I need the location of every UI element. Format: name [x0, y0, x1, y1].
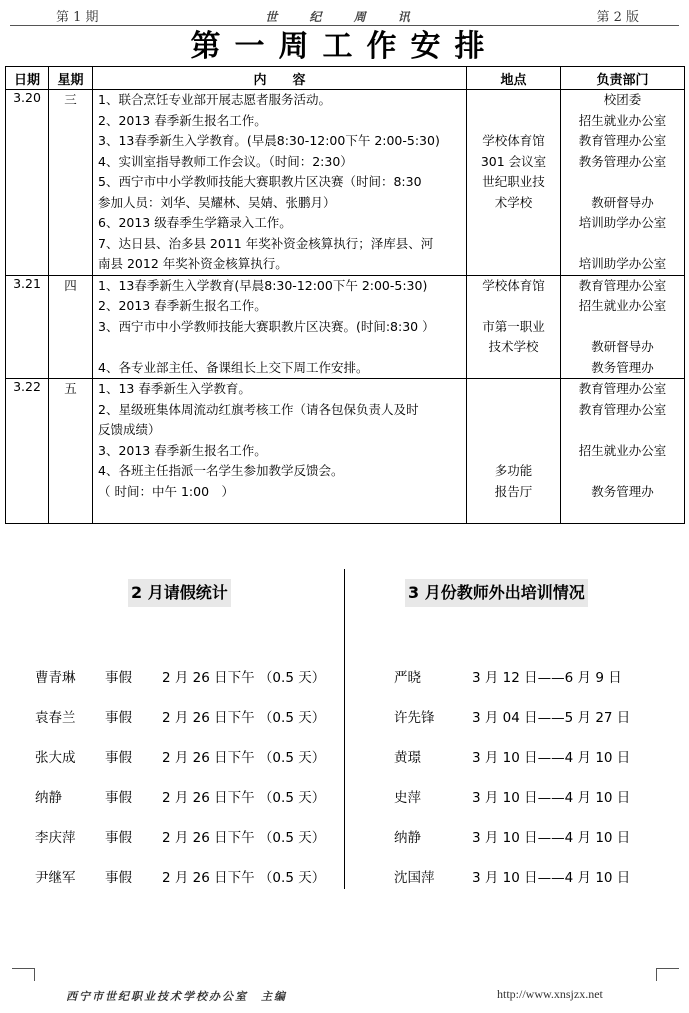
footer-office: 西宁市世纪职业技术学校办公室 主编 [66, 990, 287, 1003]
leave-name: 纳静 [35, 790, 62, 806]
dept-line [561, 461, 684, 482]
leave-type: 事假 [105, 750, 132, 766]
dept-line: 教育管理办公室 [578, 401, 667, 417]
table-row [6, 275, 685, 379]
dept-line: 教研督导办 [591, 194, 654, 210]
content-line: 反馈成绩） [98, 422, 161, 437]
place-line: 报告厅 [494, 483, 533, 499]
place-line: 世纪职业技 [482, 174, 545, 189]
dept-line: 教务管理办 [591, 359, 654, 375]
header-rule [10, 25, 679, 26]
leave-type: 事假 [105, 670, 132, 686]
content-line: 6、2013 级春季生学籍录入工作。 [98, 215, 292, 230]
content-line: 2、星级班集体周流动红旗考核工作（请各包保负责人及时 [98, 401, 419, 417]
content-line: 4、各专业部主任、备课组长上交下周工作安排。 [98, 359, 369, 375]
footer-corner-right [656, 968, 679, 981]
row-date: 3.22 [6, 379, 49, 524]
row-date: 3.20 [6, 90, 49, 276]
dept-line [561, 234, 684, 255]
leave-name: 袁春兰 [35, 710, 76, 726]
content-line: 4、各班主任指派一名学生参加教学反馈会。 [98, 463, 344, 478]
table-row [6, 379, 685, 524]
place-line [467, 234, 560, 255]
training-period: 3 月 10 日——4 月 10 日 [472, 830, 631, 846]
dept-line: 教务管理办 [591, 483, 654, 499]
row-place [467, 379, 561, 524]
row-content [93, 275, 467, 379]
place-line [467, 441, 560, 462]
edition-number: 第 2 版 [596, 10, 639, 25]
row-date: 3.21 [6, 275, 49, 379]
place-line [467, 90, 560, 111]
dept-line: 招生就业办公室 [578, 112, 667, 128]
training-period: 3 月 10 日——4 月 10 日 [472, 790, 631, 806]
leave-name: 尹继军 [35, 870, 76, 886]
place-line [467, 213, 560, 234]
dept-line: 招生就业办公室 [578, 442, 667, 458]
schedule-table [5, 66, 685, 524]
row-dept [561, 275, 685, 379]
training-title: 3 月份教师外出培训情况 [405, 579, 588, 607]
training-name: 纳静 [394, 830, 421, 846]
row-content [93, 379, 467, 524]
dept-line: 教育管理办公室 [578, 381, 667, 396]
place-line [467, 502, 560, 523]
training-name: 沈国萍 [394, 870, 435, 886]
dept-line: 招生就业办公室 [578, 298, 667, 313]
leave-time: 2 月 26 日下午 （0.5 天） [162, 790, 326, 806]
place-line [467, 296, 560, 317]
dept-line: 培训助学办公室 [578, 215, 667, 230]
leave-name: 张大成 [35, 750, 76, 766]
place-line [467, 358, 560, 379]
leave-title: 2 月请假统计 [128, 579, 231, 607]
training-name: 黄璟 [394, 750, 421, 766]
place-line [467, 420, 560, 441]
place-line: 学校体育馆 [482, 133, 545, 148]
content-line [98, 337, 466, 358]
training-name: 严晓 [394, 670, 421, 686]
dept-line [561, 317, 684, 338]
page-title: 第一周工作安排 [190, 29, 499, 64]
place-line: 多功能 [494, 463, 533, 478]
col-content: 内 容 [93, 67, 467, 90]
leave-name: 曹青琳 [35, 670, 76, 686]
place-line [467, 400, 560, 421]
leave-type: 事假 [105, 790, 132, 806]
section-divider [344, 569, 345, 889]
leave-time: 2 月 26 日下午 （0.5 天） [162, 750, 326, 766]
col-dept: 负责部门 [561, 67, 685, 90]
row-dept [561, 379, 685, 524]
leave-time: 2 月 26 日下午 （0.5 天） [162, 710, 326, 726]
content-line: 3、2013 春季新生报名工作。 [98, 442, 267, 458]
dept-line: 培训助学办公室 [578, 256, 667, 271]
leave-name: 李庆萍 [35, 830, 76, 846]
content-line: 1、13春季新生入学教育(早晨8:30-12:00下午 2:00-5:30) [98, 277, 428, 293]
training-period: 3 月 10 日——4 月 10 日 [472, 750, 631, 766]
row-place [467, 90, 561, 276]
content-line: 参加人员：刘华、吴耀林、吴婧、张鹏月） [98, 194, 336, 210]
row-weekday: 四 [49, 275, 93, 379]
row-dept [561, 90, 685, 276]
row-place [467, 275, 561, 379]
content-line: 南县 2012 年奖补资金核算执行。 [98, 256, 288, 271]
content-line: 2、2013 春季新生报名工作。 [98, 298, 267, 313]
content-line: 1、联合烹饪专业部开展志愿者服务活动。 [98, 92, 331, 107]
content-line: 5、西宁市中小学教师技能大赛职教片区决赛（时间：8:30 [98, 174, 422, 189]
place-line: 市第一职业 [482, 318, 545, 334]
dept-line: 教育管理办公室 [578, 133, 667, 148]
training-period: 3 月 04 日——5 月 27 日 [472, 710, 631, 726]
content-line: 7、达日县、治多县 2011 年奖补资金核算执行；泽库县、河 [98, 235, 434, 251]
content-line: 3、13春季新生入学教育。(早晨8:30-12:00下午 2:00-5:30) [98, 133, 440, 148]
content-line: （ 时间：中午 1:00 ） [98, 483, 235, 499]
content-line: 1、13 春季新生入学教育。 [98, 381, 251, 396]
content-line: 4、实训室指导教师工作会议。（时间：2:30） [98, 153, 353, 169]
dept-line [561, 172, 684, 193]
table-row [6, 90, 685, 276]
place-line: 术学校 [494, 194, 533, 210]
training-name: 许先锋 [394, 710, 435, 726]
place-line: 技术学校 [488, 339, 539, 354]
dept-line: 教育管理办公室 [578, 277, 667, 293]
row-weekday: 三 [49, 90, 93, 276]
dept-line [561, 502, 684, 523]
row-weekday: 五 [49, 379, 93, 524]
leave-time: 2 月 26 日下午 （0.5 天） [162, 830, 326, 846]
footer-corner-left [12, 968, 35, 981]
leave-type: 事假 [105, 830, 132, 846]
content-line: 2、2013 春季新生报名工作。 [98, 112, 267, 128]
table-header-row [6, 67, 685, 90]
leave-time: 2 月 26 日下午 （0.5 天） [162, 670, 326, 686]
dept-line: 教务管理办公室 [578, 153, 667, 169]
place-line: 301 会议室 [480, 153, 547, 169]
training-period: 3 月 10 日——4 月 10 日 [472, 870, 631, 886]
place-line: 学校体育馆 [482, 277, 545, 293]
content-line [98, 502, 466, 523]
dept-line [561, 420, 684, 441]
training-name: 史萍 [394, 790, 421, 806]
paper-name: 世 纪 周 讯 [265, 10, 424, 24]
leave-type: 事假 [105, 870, 132, 886]
col-date: 日期 [6, 67, 49, 90]
row-content [93, 90, 467, 276]
col-place: 地点 [467, 67, 561, 90]
dept-line: 校团委 [603, 92, 642, 107]
dept-line: 教研督导办 [591, 339, 654, 354]
footer-url[interactable]: http://www.xnsjzx.net [497, 987, 603, 1001]
issue-number: 第 1 期 [56, 10, 99, 25]
leave-time: 2 月 26 日下午 （0.5 天） [162, 870, 326, 886]
place-line [467, 254, 560, 275]
leave-type: 事假 [105, 710, 132, 726]
place-line [467, 379, 560, 400]
place-line [467, 111, 560, 132]
training-period: 3 月 12 日——6 月 9 日 [472, 670, 622, 686]
content-line: 3、西宁市中小学教师技能大赛职教片区决赛。(时间:8:30 ） [98, 318, 435, 334]
col-weekday: 星期 [49, 67, 93, 90]
